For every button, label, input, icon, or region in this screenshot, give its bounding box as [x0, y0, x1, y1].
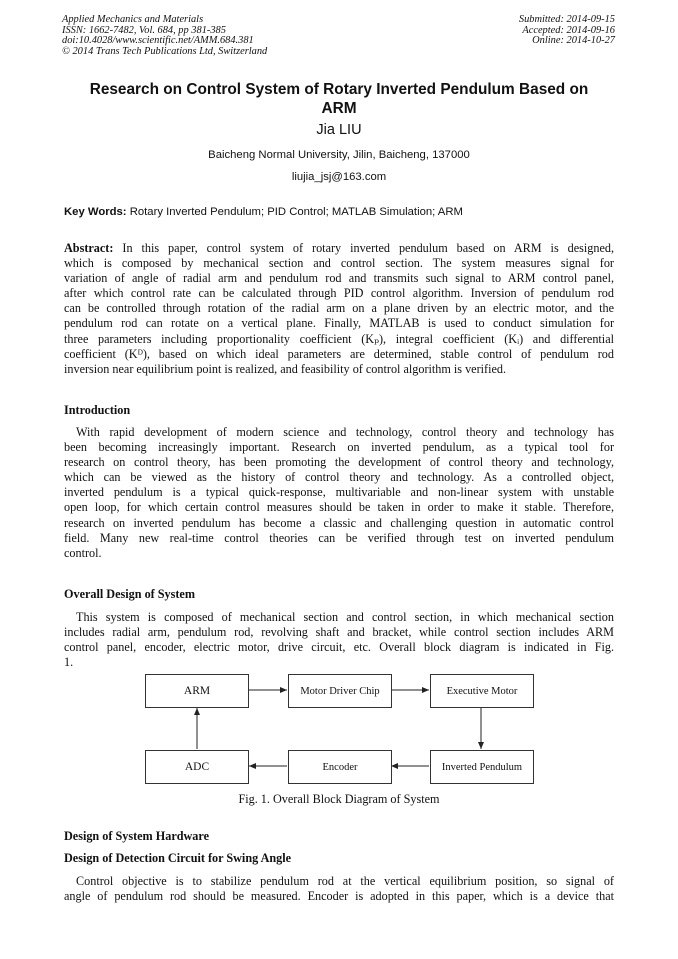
affiliation: Baicheng Normal University, Jilin, Baicheng, 137000 — [208, 149, 470, 161]
abstract-line: variation of angle of radial arm and pendulum rod and transmits such signal to ARM control panel, — [64, 271, 614, 286]
paragraph-line: field. Many new real-time control theories can be verified through test on inverted pendulum — [64, 530, 614, 545]
paragraph-line: control panel, encoder, electric motor, drive circuit, etc. Overall block diagram is indicated in Fig. — [64, 640, 614, 655]
abstract — [64, 241, 614, 377]
paragraph-line: Control objective is to stabilize pendulum rod at the vertical equilibrium position, so signal of — [76, 874, 614, 888]
paragraph-line: includes radial arm, pendulum rod, revolving shaft and bracket, while control section includes ARM — [64, 625, 614, 640]
figure-caption: Fig. 1. Overall Block Diagram of System — [238, 792, 440, 806]
submission-dates — [519, 15, 615, 47]
accepted-date: Accepted: 2014-09-16 — [522, 24, 615, 36]
paragraph-line: This system is composed of mechanical section and control section, in which mechanical section — [76, 610, 614, 624]
abstract-line: which is composed by mechanical section and control section. The system measures signal for — [64, 256, 614, 271]
abstract-line: pendulum rod can rotate on a vertical plane. Finally, MATLAB is used to conduct simulation for — [64, 316, 614, 331]
paragraph-line: which can be viewed as the history of control theory and technology. As a controlled object, — [64, 470, 614, 485]
block-arm: ARM — [145, 674, 249, 708]
abstract-line: inversion near equilibrium point is realized, and feasibility of control algorithm is verified. — [64, 361, 507, 376]
abstract-line: Abstract: In this paper, control system of rotary inverted pendulum based on ARM is designed, — [64, 241, 615, 255]
paragraph-line: research on control theory, has been promoting the development of control theory and technology, — [64, 455, 614, 470]
paragraph-line: control. — [64, 545, 102, 560]
paragraph-line: open loop, for which certain control measures should be taken in order to make it stable. Therefore, — [64, 500, 614, 515]
copyright-line: © 2014 Trans Tech Publications Ltd, Switzerland — [62, 45, 268, 57]
overall-design-body — [64, 610, 614, 670]
paper-title — [62, 80, 616, 118]
section-heading-introduction: Introduction — [64, 403, 131, 417]
introduction-body — [64, 425, 614, 561]
block-encoder: Encoder — [288, 750, 392, 784]
paragraph-line: With rapid development of modern science and technology, control theory and technology has — [76, 425, 614, 439]
title-line-2: ARM — [321, 100, 357, 117]
paragraph-line: been becoming increasingly important. Research on inverted pendulum, as a typical tool for — [64, 440, 614, 455]
abstract-line: three parameters including proportionality coefficient (Kₚ), integral coefficient (Kᵢ) and differential — [64, 331, 614, 346]
block-inverted-pendulum: Inverted Pendulum — [430, 750, 534, 784]
abstract-line: can be controlled through rotation of the radial arm on a plane driven by an electric motor, and the — [64, 301, 614, 316]
subsection-heading-swing-angle: Design of Detection Circuit for Swing Angle — [64, 851, 292, 865]
keywords — [64, 206, 463, 218]
issn-line: ISSN: 1662-7482, Vol. 684, pp 381-385 — [62, 24, 226, 36]
keywords-text: Rotary Inverted Pendulum; PID Control; MATLAB Simulation; ARM — [129, 206, 463, 218]
block-executive-motor: Executive Motor — [430, 674, 534, 708]
block-adc: ADC — [145, 750, 249, 784]
paragraph-line: research on inverted pendulum has become a classic and challenging question in automatic control — [64, 515, 614, 530]
block-motor-driver-chip: Motor Driver Chip — [288, 674, 392, 708]
abstract-label: Abstract: — [64, 241, 114, 255]
journal-name: Applied Mechanics and Materials — [62, 14, 204, 25]
title-line-1: Research on Control System of Rotary Inverted Pendulum Based on — [89, 81, 589, 98]
online-date: Online: 2014-10-27 — [532, 35, 615, 47]
abstract-line: after which control rate can be calculated through PID control algorithm. Inversion of pendulum rod — [64, 286, 614, 301]
section-heading-overall-design: Overall Design of System — [64, 587, 195, 601]
paragraph-line: inverted pendulum is a typical quick-response, multivariable and non-linear system with unstable — [64, 485, 614, 500]
doi-line: doi:10.4028/www.scientific.net/AMM.684.381 — [62, 35, 254, 47]
journal-info — [62, 15, 267, 57]
paragraph-line: angle of pendulum rod should be measured. Encoder is adopted in this paper, which is a device that — [64, 889, 614, 904]
section-heading-hardware: Design of System Hardware — [64, 829, 209, 843]
submitted-date: Submitted: 2014-09-15 — [518, 14, 615, 25]
keywords-label: Key Words: — [64, 206, 127, 218]
paragraph-line: 1. — [64, 655, 74, 670]
abstract-line: coefficient (Kᴰ), based on which ideal parameters are determined, stable control of pendulum rod — [64, 346, 614, 361]
author-email: liujia_jsj@163.com — [291, 171, 387, 183]
author-name: Jia LIU — [316, 122, 362, 138]
hardware-body — [64, 874, 614, 904]
